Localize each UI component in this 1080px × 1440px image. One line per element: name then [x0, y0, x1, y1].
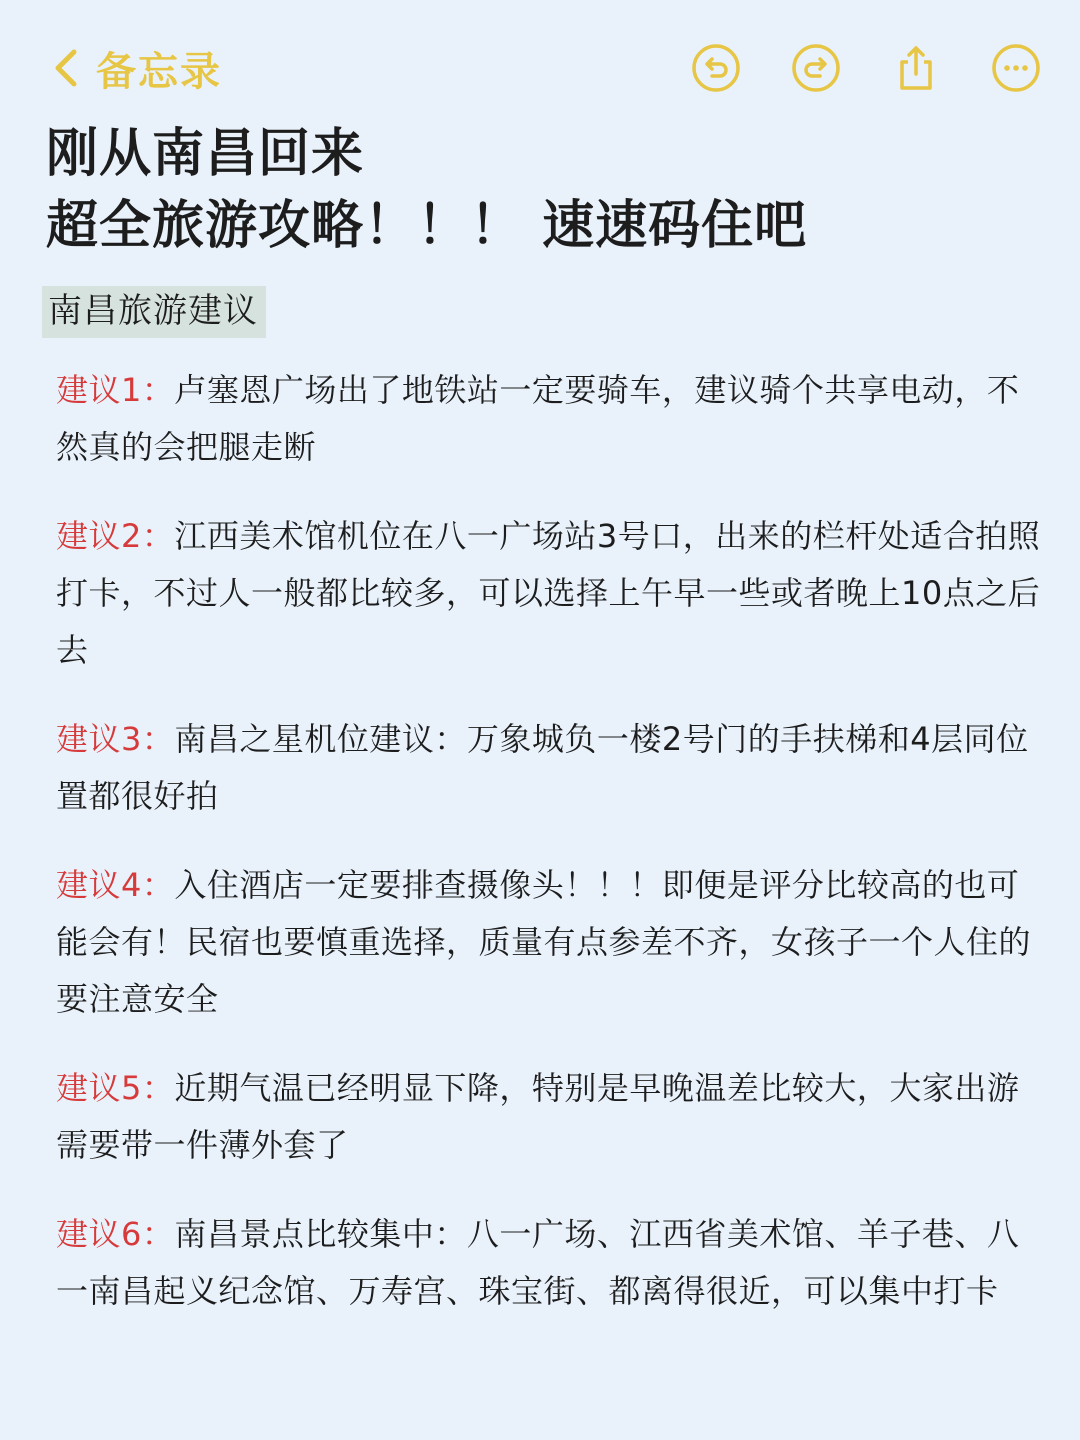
- tips-list: [56, 362, 1046, 1352]
- title-line-2: 超全旅游攻略！！！ 速速码住吧: [46, 196, 808, 256]
- undo-button[interactable]: [688, 40, 744, 96]
- tip-item: [56, 857, 1046, 1028]
- back-chevron-icon: [50, 44, 82, 92]
- tip-item: [56, 1060, 1046, 1174]
- tip-text: 江西美术馆机位在八一广场站3号口，出来的栏杆处适合拍照打卡，不过人一般都比较多，可以选择上午早一些或者晚上10点之后去: [56, 517, 1041, 669]
- tip-item: [56, 508, 1046, 679]
- tip-label: 建议3：: [56, 720, 175, 758]
- tip-text: 近期气温已经明显下降，特别是早晚温差比较大，大家出游需要带一件薄外套了: [56, 1069, 1020, 1164]
- tip-text: 南昌景点比较集中：八一广场、江西省美术馆、羊子巷、八一南昌起义纪念馆、万寿宫、珠宝街、都离得很近，可以集中打卡: [56, 1215, 1020, 1310]
- tip-text: 入住酒店一定要排查摄像头！！！即便是评分比较高的也可能会有！民宿也要慎重选择，质量有点参差不齐，女孩子一个人住的要注意安全: [56, 866, 1032, 1018]
- section-heading: 南昌旅游建议: [42, 286, 266, 338]
- note-title: [46, 118, 807, 262]
- tip-text: 卢塞恩广场出了地铁站一定要骑车，建议骑个共享电动，不然真的会把腿走断: [56, 371, 1020, 466]
- tip-label: 建议2：: [56, 517, 175, 555]
- back-button[interactable]: [50, 40, 222, 96]
- tip-item: [56, 711, 1046, 825]
- share-icon: [890, 42, 942, 94]
- tip-text: 南昌之星机位建议：万象城负一楼2号门的手扶梯和4层同位置都很好拍: [56, 720, 1029, 815]
- tip-label: 建议6：: [56, 1215, 175, 1253]
- undo-icon: [690, 42, 742, 94]
- toolbar-actions: [688, 40, 1044, 96]
- tip-label: 建议1：: [56, 371, 175, 409]
- share-button[interactable]: [888, 40, 944, 96]
- tip-item: [56, 1206, 1046, 1320]
- navigation-bar: [0, 0, 1080, 120]
- tip-item: [56, 362, 1046, 476]
- title-line-1: 刚从南昌回来: [46, 124, 365, 184]
- redo-button[interactable]: [788, 40, 844, 96]
- more-button[interactable]: [988, 40, 1044, 96]
- back-label: 备忘录: [96, 48, 222, 95]
- more-icon: [990, 42, 1042, 94]
- redo-icon: [790, 42, 842, 94]
- tip-label: 建议5：: [56, 1069, 175, 1107]
- tip-label: 建议4：: [56, 866, 175, 904]
